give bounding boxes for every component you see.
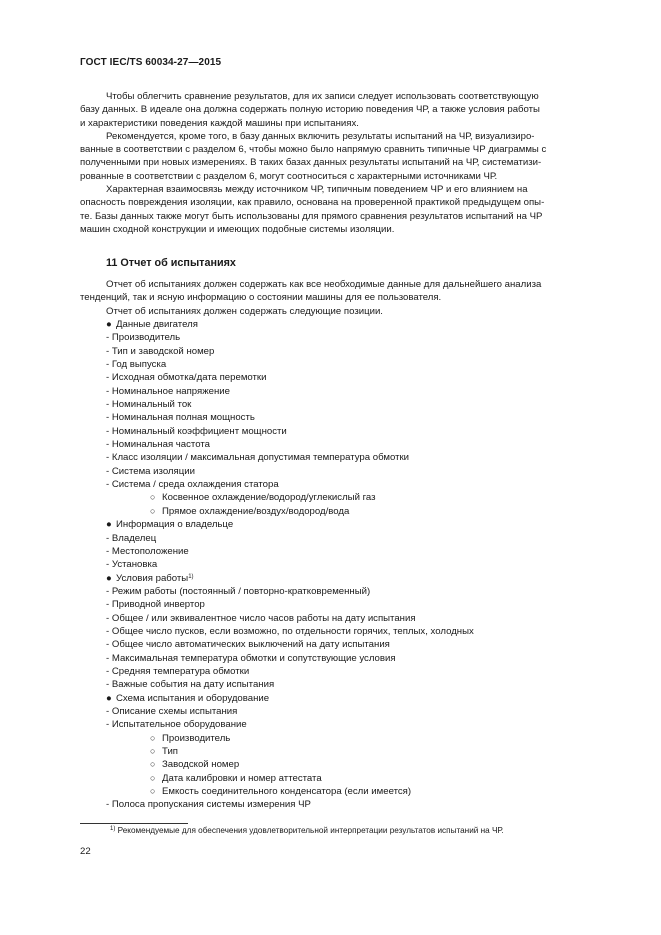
list-item — [80, 798, 474, 811]
list-item — [80, 598, 474, 611]
circle-bullet-icon: ○ — [150, 786, 156, 797]
paragraph — [80, 130, 588, 183]
list-subitem — [80, 505, 474, 518]
list-group-heading — [80, 692, 474, 705]
list-item-text: Тип — [162, 746, 178, 757]
list-item-text: Производитель — [162, 732, 231, 744]
list-item — [80, 678, 474, 691]
list-item-text: Заводской номер — [162, 759, 240, 771]
list-item-text: - Важные события на дату испытания — [106, 679, 275, 691]
bullet-icon: ● — [106, 519, 112, 531]
paragraph-line: базу данных. В идеале она должна содержать полную историю поведения ЧР, а также условия работы — [80, 104, 540, 116]
list-item — [80, 705, 474, 718]
list-item — [80, 345, 474, 358]
intro-section — [80, 90, 588, 236]
list-item-text: - Средняя температура обмотки — [106, 665, 250, 677]
list-item-text: - Общее / или эквивалентное число часов работы на дату испытания — [106, 612, 416, 624]
circle-bullet-icon: ○ — [150, 505, 156, 516]
list-item — [80, 545, 474, 558]
report-items-list — [80, 318, 474, 812]
list-item-text: - Производитель — [106, 332, 181, 344]
list-item — [80, 451, 474, 464]
list-subitem — [80, 732, 474, 745]
list-item — [80, 385, 474, 398]
paragraph-line: Рекомендуется, кроме того, в базу данных включить результаты испытаний на ЧР, визуализиро- — [106, 130, 535, 142]
list-item-text: - Максимальная температура обмотки и сопутствующие условия — [106, 652, 396, 664]
paragraph-line: Отчет об испытаниях должен содержать как все необходимые данные для дальнейшего анализа — [106, 279, 542, 290]
list-item-text: - Класс изоляции / максимальная допустимая температура обмотки — [106, 452, 410, 464]
list-item-text: - Местоположение — [106, 545, 189, 557]
list-group-heading — [80, 318, 474, 331]
bullet-icon: ● — [106, 572, 112, 584]
list-subitem — [80, 491, 474, 504]
list-item — [80, 411, 474, 424]
list-item-text: - Номинальная полная мощность — [106, 412, 255, 424]
list-item — [80, 358, 474, 371]
list-item-text: - Установка — [106, 559, 158, 571]
circle-bullet-icon: ○ — [150, 732, 156, 743]
section-intro — [80, 278, 588, 318]
list-item-text: - Испытательное оборудование — [106, 719, 247, 731]
list-item — [80, 438, 474, 451]
footnote — [110, 826, 504, 835]
list-item-text: - Описание схемы испытания — [106, 705, 238, 717]
footnote-reference: 1) — [188, 573, 194, 580]
list-item-text: Прямое охлаждение/воздух/водород/вода — [162, 505, 350, 517]
list-item — [80, 585, 474, 598]
circle-bullet-icon: ○ — [150, 772, 156, 783]
list-subitem — [80, 772, 474, 785]
list-item — [80, 652, 474, 665]
footnote-text: Рекомендуемые для обеспечения удовлетворительной интерпретации результатов испытаний на ЧР. — [117, 826, 504, 835]
list-item — [80, 638, 474, 651]
list-item-text: Данные двигателя — [116, 319, 198, 330]
footnote-divider — [80, 823, 188, 824]
paragraph — [80, 183, 588, 236]
list-group-heading — [80, 572, 474, 585]
paragraph-line: опасность повреждения изоляции, как правило, основана на проверенной практикой предыдущем опы- — [80, 197, 545, 209]
list-item — [80, 465, 474, 478]
paragraph-line: Отчет об испытаниях должен содержать следующие позиции. — [106, 305, 383, 317]
list-item-text: - Система изоляции — [106, 465, 195, 477]
list-item-text: - Общее число автоматических выключений на дату испытания — [106, 639, 390, 651]
list-item-text: Дата калибровки и номер аттестата — [162, 772, 322, 784]
list-item — [80, 612, 474, 625]
list-item-text: - Полоса пропускания системы измерения ЧР — [106, 799, 311, 811]
document-header: ГОСТ IEC/TS 60034-27—2015 — [80, 57, 222, 68]
paragraph-line: Чтобы облегчить сравнение результатов, для их записи следует использовать соответствующую — [106, 91, 539, 102]
list-item — [80, 371, 474, 384]
paragraph-line: машин сходной конструкции и имеющих подобные системы изоляции. — [80, 223, 395, 235]
list-item-text: - Общее число пусков, если возможно, по отдельности горячих, теплых, холодных — [106, 625, 474, 637]
paragraph-line: тенденций, так и ясную информацию о состоянии машины для ее пользователя. — [80, 292, 442, 304]
paragraph — [80, 90, 588, 130]
list-item-text: - Номинальная частота — [106, 439, 210, 451]
circle-bullet-icon: ○ — [150, 492, 156, 503]
list-subitem — [80, 745, 474, 758]
list-group-heading — [80, 518, 474, 531]
list-item-text: Косвенное охлаждение/водород/углекислый газ — [162, 492, 376, 504]
circle-bullet-icon: ○ — [150, 746, 156, 756]
list-item — [80, 625, 474, 638]
bullet-icon: ● — [106, 319, 112, 330]
list-item-text: - Тип и заводской номер — [106, 345, 215, 357]
paragraph — [80, 278, 588, 305]
footnote-marker: 1) — [110, 826, 116, 832]
list-item — [80, 558, 474, 571]
list-item — [80, 665, 474, 678]
paragraph — [80, 305, 588, 318]
section-heading: 11 Отчет об испытаниях — [106, 257, 236, 269]
list-item-text: Схема испытания и оборудование — [116, 692, 270, 704]
list-item-text: - Номинальный ток — [106, 399, 192, 411]
list-item-text: - Номинальное напряжение — [106, 385, 230, 397]
list-subitem — [80, 785, 474, 798]
bullet-icon: ● — [106, 692, 112, 704]
paragraph-line: полученными при новых измерениях. В таких базах данных результаты испытаний на ЧР, систематизи- — [80, 157, 542, 169]
page-number: 22 — [80, 846, 91, 857]
list-item-text: - Приводной инвертор — [106, 599, 205, 611]
paragraph-line: Характерная взаимосвязь между источником ЧР, типичным поведением ЧР и его влиянием на — [106, 184, 528, 196]
paragraph-line: те. Базы данных также могут быть использованы для прямого сравнения результатов испытаний на ЧР — [80, 210, 543, 222]
list-item-text: - Исходная обмотка/дата перемотки — [106, 372, 267, 384]
list-item-text: Условия работы — [116, 572, 189, 584]
list-item-text: - Номинальный коэффициент мощности — [106, 425, 287, 437]
list-item-text: - Год выпуска — [106, 359, 167, 371]
paragraph-line: ванные в соответствии с разделом 6, чтобы можно было напрямую сравнить типичные ЧР диаграммы с — [80, 144, 547, 156]
list-item — [80, 398, 474, 411]
list-subitem — [80, 758, 474, 771]
list-item-text: - Владелец — [106, 532, 157, 544]
list-item-text: Информация о владельце — [116, 519, 234, 531]
list-item — [80, 718, 474, 731]
list-item — [80, 331, 474, 344]
list-item — [80, 425, 474, 438]
list-item-text: - Система / среда охлаждения статора — [106, 479, 279, 491]
list-item-text: Емкость соединительного конденсатора (если имеется) — [162, 786, 412, 798]
paragraph-line: рованные в соответствии с разделом 6, могут соотноситься с характерными источниками ЧР. — [80, 170, 498, 182]
list-item-text: - Режим работы (постоянный / повторно-кратковременный) — [106, 585, 371, 597]
list-item — [80, 478, 474, 491]
list-item — [80, 532, 474, 545]
circle-bullet-icon: ○ — [150, 759, 156, 770]
paragraph-line: и характеристики поведения каждой машины при испытаниях. — [80, 117, 359, 129]
